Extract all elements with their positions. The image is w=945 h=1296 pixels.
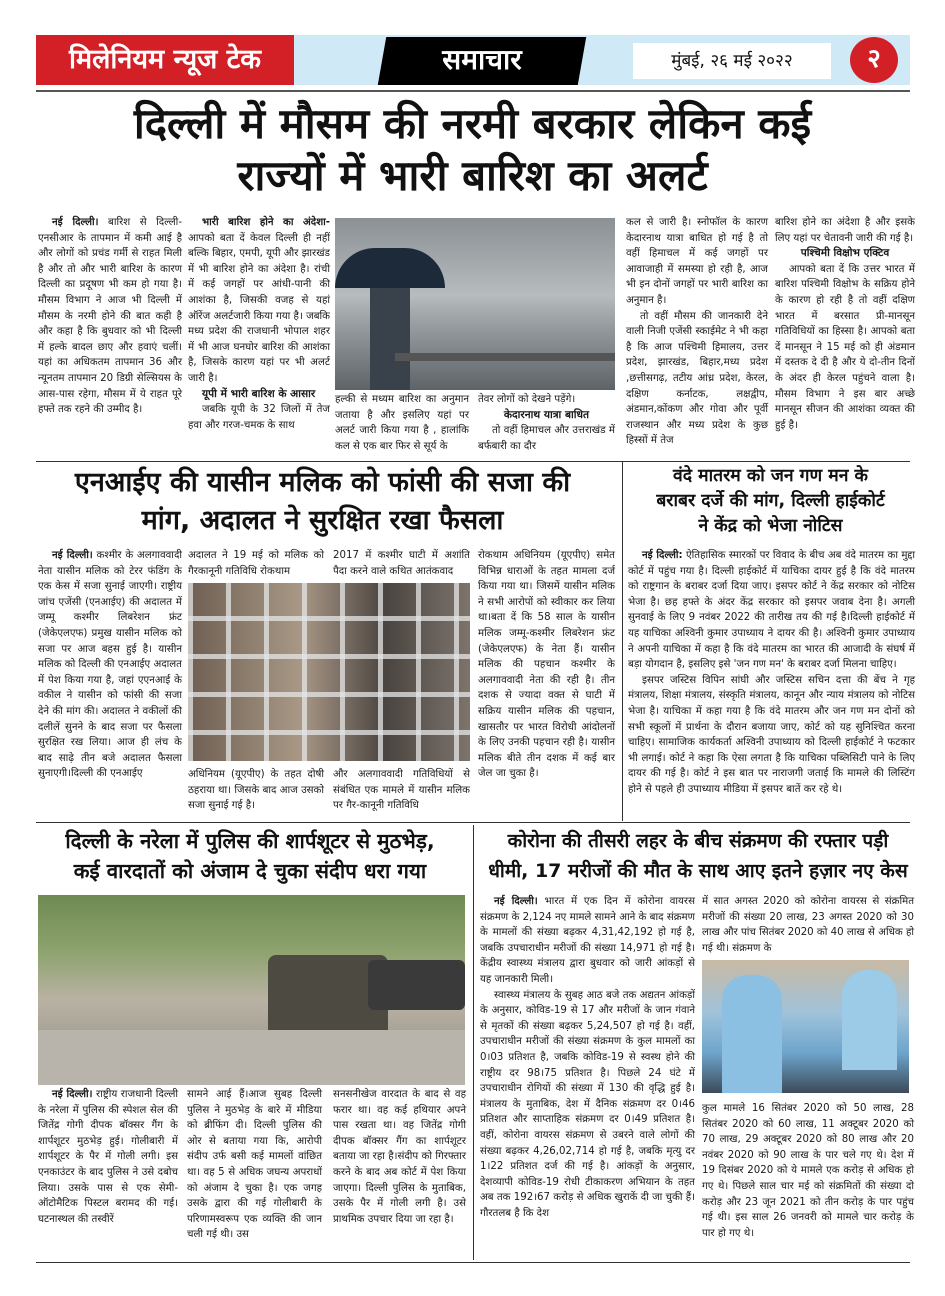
story4-col1 xyxy=(38,1087,178,1227)
story4-photo-police xyxy=(38,895,465,1085)
story5-headline-line2: धीमी, 17 मरीजों की मौत के साथ आए इतने हज़ार नए केस xyxy=(488,860,908,882)
road-shape xyxy=(38,1030,465,1085)
page-number-badge: २ xyxy=(850,37,898,83)
story1-body: तेवर लोगों को देखने पड़ेंगे। xyxy=(478,394,576,405)
story2-col3-bottom xyxy=(333,767,470,814)
story2-body: कश्मीर के अलगाववादी नेता यासीन मलिक को टेरर फंडिंग के एक केस में सजा सुनाई जाएगी। राष्ट्रीय जांच एजेंसी (एनआईए) की अदालत में जम्मू कश्मीर लिबरेशन फ्रंट (जेकेएलएफ) प्रमुख यासीन मलिक को सजा पर आज बहस हुई है। यासीन मलिक को दिल्ली की एनआईए अदालत में पेश किया गया है, जहां एएनआई के वकील ने यासीन को फांसी की सजा देने की मांग की। अदालत ने वकीलों की दलीलें सुनने के बाद सजा पर फैसला सुरक्षित रख लिया। आज ही लंच के बाद साढ़े तीन बजे अदालत फैसला सुनाएगी।दिल्ली की एनआईए xyxy=(38,550,182,780)
story2-col4 xyxy=(478,548,615,782)
story1-col3b xyxy=(478,392,615,454)
story2-body: 2017 में कश्मीर घाटी में अशांति पैदा करने वाले कथित आतंकवाद xyxy=(333,550,470,577)
story1-subhead-rain: भारी बारिश होने का अंदेशा- xyxy=(202,217,330,228)
story3-body xyxy=(628,548,915,798)
story5-body: भारत में एक दिन में कोरोना वायरस संक्रमण के 2,124 नए मामले सामने आने के बाद संक्रमण के मामलों की संख्या बढ़कर 4,31,42,192 हो गई है, जबकि उपचाराधीन मरीजों की संख्या 14,971 हो गई है। केंद्रीय स्वास्थ्य मंत्रालय द्वारा बुधवार को जारी आंकड़ों से यह जानकारी मिली। xyxy=(480,896,695,985)
story2-photo-yasin-malik xyxy=(188,583,470,761)
story4-col3 xyxy=(333,1087,466,1227)
ppe-worker-shape xyxy=(722,975,782,1093)
car-shape xyxy=(368,960,465,1010)
story4-dateline: नई दिल्ली। xyxy=(52,1089,93,1100)
story5-body: स्वास्थ्य मंत्रालय के सुबह आठ बजे तक अद्यतन आंकड़ों के अनुसार, कोविड-19 से 17 और मरीजों के जान गंवाने से मृतकों की संख्या बढ़कर 5,24,507 हो गई है। वहीं, उपचाराधीन मरीजों की संख्या संक्रमण के कुल मामलों का 0।03 प्रतिशत है, जबकि कोविड-19 से स्वस्थ होने की राष्ट्रीय दर 98।75 प्रतिशत है। पिछले 24 घंटे में उपचाराधीन रोगियों की संख्या में 130 की वृद्धि हुई है। मंत्रालय के मुताबिक, देश में दैनिक संक्रमण दर 0।46 प्रतिशत और साप्ताहिक संक्रमण दर 0।49 प्रतिशत है। वहीं, कोरोना वायरस संक्रमण से उबरने वाले लोगों की संख्या बढ़कर 4,26,02,714 हो गई है, जबकि मृत्यु दर 1।22 प्रतिशत दर्ज की गई है। आंकड़ों के अनुसार, देशव्यापी कोविड-19 रोधी टीकाकरण अभियान के तहत अब तक 192।67 करोड़ से अधिक खुराकें दी जा चुकी हैं।गौरतलब है कि देश xyxy=(480,989,695,1219)
bottom-rule xyxy=(36,1262,910,1263)
story3-dateline: नई दिल्ली: xyxy=(642,550,683,561)
story1-subhead-western: पश्चिमी विक्षोभ एक्टिव xyxy=(800,247,890,260)
story4-body: राष्ट्रीय राजधानी दिल्ली के नरेला में पुलिस की स्पेशल सेल की जितेंद्र गोगी दीपक बॉक्सर गैंग के शार्पशूटर मुठभेड़ हुई। गोलीबारी में शार्पशूटर के पैर में गोली लगी। इस एनकाउंटर के बाद पुलिस ने उसे दबोच लिया। उसके पास से एक सेमी-ऑटोमैटिक पिस्टल बरामद की गई। घटनास्थल की तस्वीरें xyxy=(38,1089,178,1225)
story3-headline-line1: वंदे मातरम को जन गण मन के xyxy=(673,466,868,486)
story1-dateline: नई दिल्ली। xyxy=(52,217,99,228)
story4-headline-line2: कई वारदातों को अंजाम दे चुका संदीप धरा गया xyxy=(73,859,427,883)
story1-body: आपको बता दें कि उत्तर भारत में बारिश पश्चिमी विक्षोभ के सक्रिय होने के कारण हो रही है तो वहीं दक्षिण भारत में बरसात प्री-मानसून गतिविधियों का हिस्सा है। आपको बता दें मानसून ने 15 मई को ही अंडमान में दस्तक दे दी है और ये दो-तीन दिनों के अंदर ही केरल पहुंचने वाला है। मौसम विभाग ने इस बार अच्छे मानसून सीजन की आशंका व्यक्त की हुई है। xyxy=(775,263,915,431)
story1-headline-line1: दिल्ली में मौसम की नरमी बरकार लेकिन कई xyxy=(133,99,812,148)
story5-body: कुल मामले 16 सितंबर 2020 को 50 लाख, 28 सितंबर 2020 को 60 लाख, 11 अक्टूबर 2020 को 70 लाख, 29 अक्टूबर 2020 को 80 लाख और 20 नवंबर 2020 को 90 लाख के पार चले गए थे। देश में 19 दिसंबर 2020 को ये मामले एक करोड़ से अधिक हो गए थे। पिछले साल चार मई को संक्रमितों की संख्या दो करोड़ और 23 जून 2021 को तीन करोड़ के पार पहुंच गई थी। इस साल 26 जनवरी को मामले चार करोड़ के पार हो गए थे। xyxy=(702,1103,914,1239)
story5-col2-top xyxy=(702,894,914,956)
story4-headline-line1: दिल्ली के नरेला में पुलिस की शार्पशूटर से मुठभेड़, xyxy=(65,829,435,853)
story5-col1 xyxy=(480,894,695,1221)
story2-headline-line2: मांग, अदालत ने सुरक्षित रखा फैसला xyxy=(141,505,504,536)
story3-headline-line2: बराबर दर्जे की मांग, दिल्ली हाईकोर्ट xyxy=(656,491,885,511)
story2-col2-bottom xyxy=(188,767,324,814)
story5-col2-bottom xyxy=(702,1101,914,1241)
story2-body: अदालत ने 19 मई को मलिक को गैरकानूनी गतिविधि रोकथाम xyxy=(188,550,324,577)
ppe-worker-shape xyxy=(842,970,897,1070)
story1-headline xyxy=(30,98,915,202)
dateline: मुंबई, २६ मई २०२२ xyxy=(633,43,831,79)
person-shape xyxy=(370,288,410,390)
story1-col3a xyxy=(335,392,469,454)
story5-headline xyxy=(478,826,918,886)
story1-body: कल से जारी है। स्नोफॉल के कारण केदारनाथ यात्रा बाधित हो गई है तो वहीं हिमाचल में कई जगहों पर आवाजाही में समस्या हो रही है, आज भी इन दोनों जगहों पर भारी बारिश का अनुमान है। xyxy=(626,217,768,306)
story1-headline-line2: राज्यों में भारी बारिश का अलर्ट xyxy=(237,151,708,200)
story1-body: जबकि यूपी के 32 जिलों में तेज हवा और गरज-चमक के साथ xyxy=(188,404,330,431)
story1-col2 xyxy=(188,215,330,433)
umbrella-shape xyxy=(335,248,445,288)
story3-headline xyxy=(628,464,913,539)
story5-body: में सात अगस्त 2020 को कोरोना वायरस से संक्रमित मरीजों की संख्या 20 लाख, 23 अगस्त 2020 को 30 लाख और पांच सितंबर 2020 को 40 लाख से अधिक हो गई थी। संक्रमण के xyxy=(702,896,914,954)
story1-col5 xyxy=(775,215,915,433)
story1-body: बारिश होने का अंदेशा है और इसके लिए यहां पर चेतावनी जारी की गई है। xyxy=(775,217,915,244)
story4-headline xyxy=(30,826,470,886)
masthead xyxy=(36,35,910,85)
story5-headline-line1: कोरोना की तीसरी लहर के बीच संक्रमण की रफ्तार पड़ी xyxy=(507,830,889,852)
story1-body: तो वहीं मौसम की जानकारी देने वाली निजी एजेंसी स्काईमेट ने भी कहा है कि आज पश्चिमी हिमालय, उत्तर प्रदेश, झारखंड, बिहार,मध्य प्रदेश ,छत्तीसगढ़, तटीय आंध्र प्रदेश, केरल, दक्षिण कर्नाटक, लक्षद्वीप, अंडमान,कोंकण और गोवा और पूर्वी राजस्थान और मध्य प्रदेश के कुछ हिस्सों में तेज xyxy=(626,310,768,447)
story4-col2 xyxy=(187,1087,322,1243)
story2-body: अधिनियम (यूएपीए) के तहत दोषी ठहराया था। जिसके बाद आज उसको सजा सुनाई गई है। xyxy=(188,769,324,812)
story3-headline-line3: ने केंद्र को भेजा नोटिस xyxy=(698,516,843,536)
story4-body: सामने आई हैं।आज सुबह दिल्ली पुलिस ने मुठभेड़ के बारे में मीडिया को ब्रीफिंग दी। दिल्ली पुलिस की ओर से बताया गया कि, आरोपी संदीप उर्फ बसी कई मामलों वांछित था। वह 5 से अधिक जघन्य अपराधों को अंजाम दे चुका है। एक जगह उसके द्वारा की गई गोलीबारी के परिणामस्वरूप एक व्यक्ति की जान चली गई थी। उस xyxy=(187,1089,322,1241)
story2-dateline: नई दिल्ली। xyxy=(52,550,93,561)
railing-shape xyxy=(395,353,615,361)
story3-text: इसपर जस्टिस विपिन सांघी और जस्टिस सचिन दत्ता की बेंच ने गृह मंत्रालय, शिक्षा मंत्रालय, संस्कृति मंत्रालय, कानून और न्याय मंत्रालय को नोटिस भेजा है। याचिका में कहा गया है कि वंदे मातरम और जन गण मन दोनों को सभी स्कूलों में प्रार्थना के दौरान बजाया जाए, कोर्ट को यह सुनिश्चित करना चाहिए। सामाजिक कार्यकर्ता अश्विनी उपाध्याय को दिल्ली हाईकोर्ट ने फटकार भी लगाई। कोर्ट ने कहा कि ऐसा लगता है कि याचिका पब्लिसिटी पाने के लिए दायर की गई है। कोर्ट ने इस बात पर नाराजगी जताई कि मामले की लिस्टिंग होने से पहले ही उपाध्याय मीडिया में इसपर बातें कर रहे थे। xyxy=(628,674,915,795)
divider xyxy=(36,822,910,823)
story3-box-rule xyxy=(622,461,623,821)
masthead-rule xyxy=(36,90,910,92)
story1-subhead-kedarnath: केदारनाथ यात्रा बाधित xyxy=(503,408,590,421)
story1-photo-umbrella xyxy=(335,218,615,390)
brand-logo: मिलेनियम न्यूज टेक xyxy=(36,35,294,85)
story2-col1 xyxy=(38,548,182,782)
story1-col1 xyxy=(38,215,182,418)
divider xyxy=(36,461,910,462)
story1-body: हल्की से मध्यम बारिश का अनुमान जताया है और इसलिए यहां पर अलर्ट जारी किया गया है , हालांकि कल से एक बार फिर से सूर्य के xyxy=(335,394,469,452)
grille-pattern xyxy=(188,583,470,761)
story2-col3-top xyxy=(333,548,470,579)
story1-subhead-up: यूपी में भारी बारिश के आसार xyxy=(202,387,316,400)
story5-column-rule xyxy=(473,825,474,1260)
story2-headline-line1: एनआईए की यासीन मलिक को फांसी की सजा की xyxy=(74,467,571,498)
story5-photo-covid-test xyxy=(702,960,909,1093)
story2-col2-top xyxy=(188,548,324,579)
story1-body: तो वहीं हिमाचल और उत्तराखंड में बर्फबारी का दौर xyxy=(478,425,615,452)
story2-body: रोकथाम अधिनियम (यूएपीए) समेत विभिन्न धाराओं के तहत मामला दर्ज किया गया था। जिसमें यासीन मलिक ने सभी आरोपों को स्वीकार कर लिया था।बता दें कि 58 साल के यासीन मलिक जम्मू-कश्मीर लिबरेशन फ्रंट (जेकेएलएफ) के नेता हैं। यासीन मलिक की पहचान कश्मीर के अलगाववादी नेता की रही है। तीन दशक से ज्यादा वक्त से घाटी में सक्रिय यासीन मलिक की पहचान, खासतौर पर भारत विरोधी आंदोलनों के लिए उनकी पहचान रही है। यासीन मलिक बीते तीन दशक में कई बार जेल जा चुका है। xyxy=(478,550,615,780)
section-label: समाचार xyxy=(442,43,522,76)
story1-body: आपको बता दें केवल दिल्ली ही नहीं बल्कि बिहार, एमपी, यूपी और झारखंड में भी बारिश होने का अंदेशा है। रांची में कई जगहों पर आंधी-पानी की आशंका है, जिसकी वजह से यहां ऑरेंज अलर्टजारी किया गया है। जबकि मध्य प्रदेश की राजधानी भोपाल शहर में भी आज घनघोर बारिश की आशंका है, जिसके कारण यहां पर भी अलर्ट जारी है। xyxy=(188,232,330,384)
story1-col4 xyxy=(626,215,768,449)
story2-body: और अलगाववादी गतिविधियों से संबंधित एक मामले में यासीन मलिक पर गैर-कानूनी गतिविधि xyxy=(333,769,470,812)
story3-text: ऐतिहासिक स्मारकों पर विवाद के बीच अब वंदे मातरम का मुद्दा कोर्ट में पहुंच गया है। दिल्ली हाईकोर्ट में याचिका दायर हुई है कि वंदे मातरम को राष्ट्रगान के बराबर दर्जा दिया जाए। इसपर कोर्ट ने केंद्र सरकार को नोटिस भेजा है। छह हफ्ते के अंदर केंद्र सरकार को इसपर जवाब देना है। अगली सुनवाई के लिए 9 नवंबर 2022 की तारीख तय की गई है।दिल्ली हाईकोर्ट में यह याचिका अश्विनी कुमार उपाध्याय ने दायर की है। अश्विनी कुमार उपाध्याय ने अपनी याचिका में कहा है कि वंदे मातरम का भारत की आजादी के संघर्ष में बड़ा योगदान है, इसलिए इसे 'जन गण मन' के बराबर दर्जा मिलना चाहिए। xyxy=(628,550,916,671)
story5-dateline: नई दिल्ली। xyxy=(494,896,538,907)
story4-body: सनसनीखेज वारदात के बाद से वह फरार था। वह कई हथियार अपने पास रखता था। वह जितेंद्र गोगी दीपक बॉक्सर गैंग का शार्पशूटर बताया जा रहा है।संदीप को गिरफ्तार करने के बाद अब कोर्ट में पेश किया जाएगा। दिल्ली पुलिस के मुताबिक, उसके पैर में गोली लगी है। उसे प्राथमिक उपचार दिया जा रहा है। xyxy=(333,1089,466,1225)
story2-headline xyxy=(30,464,615,540)
story1-body: बारिश से दिल्ली-एनसीआर के तापमान में कमी आई है और लोगों को प्रचंड गर्मी से राहत मिली है और तो और भारी बारिश के कारण दिल्ली का प्रदूषण भी कम हो गया है। मौसम विभाग ने आज भी दिल्ली में मौसम के नरमी होने की बात कही है और कहा है कि बुधवार को भी दिल्ली में हल्के बादल छाए और हवाएं चलीं। यहां का अधिकतम तापमान 36 और न्यूनतम तापमान 20 डिग्री सेल्सियस के आस-पास रहेगा, मौसम में ये राहत पूरे हफ्ते तक रहने की उम्मीद है। xyxy=(38,217,182,416)
